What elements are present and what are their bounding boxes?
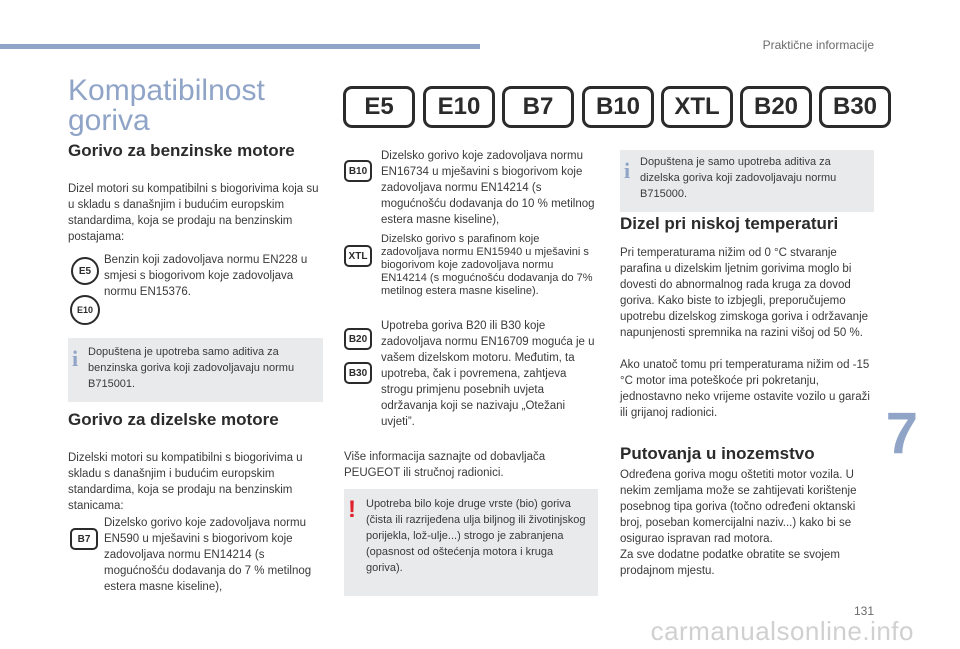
- more-info-text: Više informacija saznajte od dobavljača PEUGEOT ili stručnoj radionici.: [344, 451, 546, 479]
- watermark: carmanualsonline.info: [650, 616, 914, 646]
- diesel-additive-note: [620, 150, 874, 212]
- e5-icon: E5: [71, 257, 99, 285]
- xtl-icon: XTL: [344, 245, 372, 267]
- b20-icon: B20: [344, 328, 372, 350]
- fuel-label-b20-icon: B20: [740, 86, 812, 128]
- page-title: [68, 76, 328, 136]
- low-temp-text: Pri temperaturama nižim od 0 °C stvaranje parafina u dizelskim ljetnim gorivima moglo bi dovesti do abnormalnog rada kruga za dovod goriva. Kako biste to izbjegli, preporučujemo upotrebu dizelskog zimskoga goriva i održavanje napunjenosti spremnika na razini višoj od 50 %.: [620, 247, 869, 339]
- fuel-label-b7-icon: B7: [502, 86, 574, 128]
- warning-text: Upotreba bilo koje druge vrste (bio) goriva (čista ili razrijeđena ulja biljnog ili životinjskog porijekla, lož-ulje...) strogo je zabranjena (opasnost od oštećenja motora i kruga goriva).: [366, 498, 586, 574]
- fuel-warning-note: [344, 489, 598, 596]
- abroad-text-2: Za sve dodatne podatke obratite se svojem prodajnom mjestu.: [620, 549, 840, 577]
- e5-e10-description: Benzin koji zadovoljava normu EN228 u smjesi s biogorivom koje zadovoljava normu EN15376.: [104, 254, 308, 298]
- b10-description: Dizelsko gorivo koje zadovoljava normu EN16734 u mješavini s biogorivom koje zadovoljava normu EN14214 (s mogućnošću dodavanja do 10 % metilnog estera masne kiseline),: [381, 150, 595, 226]
- page-title-line1: Kompatibilnost: [68, 74, 265, 107]
- b20-b30-description: Upotreba goriva B20 ili B30 koje zadovoljava normu EN16709 moguća je u vašem dizelskom motoru. Međutim, ta upotreba, čak i povremena, zahtjeva strogu primjenu posebnih uvjeta održavanja koji se nazivaju „Otežani uvjeti”.: [381, 320, 595, 428]
- info-icon: i: [624, 158, 631, 183]
- b7-icon: B7: [70, 528, 98, 550]
- petrol-intro: Dizel motori su kompatibilni s biogorivima koja su u skladu s današnjim i budućim europskim standardima, koja se prodaju na benzinskim postajama:: [68, 183, 319, 243]
- page-number: 131: [853, 604, 874, 618]
- e10-icon: E10: [70, 295, 100, 325]
- info-icon: i: [72, 346, 79, 371]
- section-title: Praktične informacije: [762, 38, 874, 52]
- low-temp-heading: Dizel pri niskoj temperaturi: [620, 214, 839, 233]
- petrol-additive-note: [68, 338, 323, 402]
- b30-icon: B30: [344, 362, 372, 384]
- petrol-heading: Gorivo za benzinske motore: [68, 141, 295, 160]
- fuel-label-e10-icon: E10: [423, 86, 495, 128]
- low-temp-text-2: Ako unatoč tomu pri temperaturama nižim od -15 °C motor ima poteškoće pri pokretanju, jednostavno neko vrijeme ostavite vozilo u garaži ili grijanoj radionici.: [620, 359, 870, 419]
- fuel-label-b30-icon: B30: [819, 86, 891, 128]
- b7-description: Dizelsko gorivo koje zadovoljava normu EN590 u mješavini s biogorivom koje zadovoljava normu EN14214 (s mogućnošću dodavanja do 7 % metilnog estera masne kiseline),: [104, 517, 312, 593]
- fuel-label-b10-icon: B10: [582, 86, 654, 128]
- page-title-line2: goriva: [68, 104, 150, 137]
- petrol-note-text: Dopuštena je upotreba samo aditiva za benzinska goriva koji zadovoljavaju normu B715001.: [88, 346, 295, 390]
- b10-icon: B10: [344, 160, 372, 182]
- diesel-note-text: Dopuštena je samo upotreba aditiva za dizelska goriva koji zadovoljavaju normu B715000.: [640, 156, 837, 200]
- header-bar: [0, 44, 480, 49]
- diesel-intro: Dizelski motori su kompatibilni s biogorivima u skladu s današnjim i budućim europskim standardima, koja se prodaju na benzinskim stanicama:: [68, 452, 303, 512]
- diesel-heading: Gorivo za dizelske motore: [68, 410, 279, 429]
- fuel-label-e5-icon: E5: [343, 86, 415, 128]
- warning-icon: !: [348, 496, 356, 523]
- xtl-description: Dizelsko gorivo s parafinom koje zadovoljava normu EN15940 u mješavini s biogorivom koje zadovoljava normu EN14214 (s mogućnošću dodavanja do 7% metilnog estera masne kiseline).: [381, 233, 593, 297]
- abroad-text: Određena goriva mogu oštetiti motor vozila. U nekim zemljama može se zahtijevati korištenje posebnog tipa goriva (točno određeni oktanski broj, poseban komercijalni naziv...) kako bi se osigurao ispravan rad motora.: [620, 469, 857, 545]
- abroad-heading: Putovanja u inozemstvo: [620, 444, 815, 463]
- chapter-number: 7: [885, 401, 918, 466]
- fuel-label-xtl-icon: XTL: [661, 86, 733, 128]
